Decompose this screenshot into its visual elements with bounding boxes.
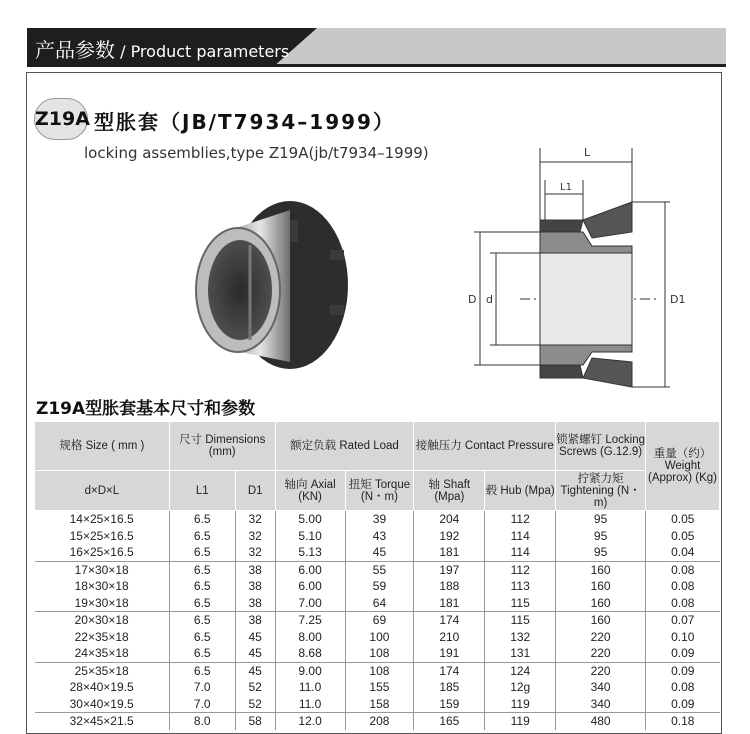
header-L1: L1 xyxy=(169,471,235,511)
header-banner xyxy=(27,28,726,64)
table-cell: 112 xyxy=(485,561,556,578)
table-cell: 6.5 xyxy=(169,511,235,528)
table-cell: 11.0 xyxy=(275,696,345,713)
table-cell: 38 xyxy=(235,578,275,595)
table-cell: 22×35×18 xyxy=(74,629,129,644)
header-D1: D1 xyxy=(235,471,275,511)
table-cell: 9.00 xyxy=(275,662,345,679)
table-row xyxy=(35,528,720,545)
table-cell: 220 xyxy=(556,629,646,646)
table-cell: 12.0 xyxy=(275,713,345,730)
table-cell: 95 xyxy=(556,511,646,528)
table-cell: 0.07 xyxy=(646,612,720,629)
table-cell: 25×35×18 xyxy=(35,662,170,679)
table-cell: 100 xyxy=(345,629,414,646)
table-cell: 69 xyxy=(345,612,414,629)
collar-slot xyxy=(330,250,344,260)
header-shaft: 轴 Shaft (Mpa) xyxy=(414,471,485,511)
header-contact-pressure: 接触压力 Contact Pressure xyxy=(414,422,556,471)
table-cell: 30×40×19.5 xyxy=(69,696,134,711)
table-row xyxy=(35,612,720,629)
table-cell: 113 xyxy=(485,578,556,595)
header-locking-screws: 锁紧螺钉 Locking Screws (G.12.9) xyxy=(556,422,646,471)
table-cell: 131 xyxy=(485,645,556,662)
model-badge: Z19A xyxy=(34,98,88,140)
table-cell: 52 xyxy=(235,696,275,713)
table-cell: 119 xyxy=(485,696,556,713)
table-cell: 6.5 xyxy=(169,528,235,545)
table-cell: 18×30×18 xyxy=(74,579,129,594)
table-row xyxy=(35,696,720,713)
table-cell: 6.5 xyxy=(169,629,235,646)
table-cell: 32 xyxy=(235,511,275,528)
table-cell: 95 xyxy=(556,544,646,561)
banner-title xyxy=(35,34,289,63)
table-row xyxy=(35,578,720,595)
label-L: L xyxy=(584,146,591,159)
table-cell: 191 xyxy=(414,645,485,662)
table-cell: 0.05 xyxy=(646,511,720,528)
header-hub: 毂 Hub (Mpa) xyxy=(485,471,556,511)
table-cell: 0.09 xyxy=(646,662,720,679)
table-cell: 15×25×16.5 xyxy=(69,528,134,543)
table-cell: 160 xyxy=(556,612,646,629)
table-cell: 16×25×16.5 xyxy=(69,545,134,560)
table-cell: 165 xyxy=(414,713,485,730)
table-cell: 0.04 xyxy=(646,544,720,561)
table-cell: 181 xyxy=(414,544,485,561)
table-cell: 32 xyxy=(235,544,275,561)
table-cell: 58 xyxy=(235,713,275,730)
table-cell: 7.00 xyxy=(275,595,345,612)
table-cell: 11.0 xyxy=(275,679,345,696)
table-cell: 64 xyxy=(345,595,414,612)
table-cell: 8.68 xyxy=(275,645,345,662)
table-cell: 174 xyxy=(414,612,485,629)
table-cell: 192 xyxy=(414,528,485,545)
table-cell: 32 xyxy=(235,528,275,545)
table-cell: 38 xyxy=(235,612,275,629)
header-dxDxL: d×D×L xyxy=(35,471,170,511)
label-L1: L1 xyxy=(560,182,572,193)
table-cell: 108 xyxy=(345,662,414,679)
table-cell: 159 xyxy=(414,696,485,713)
table-cell: 204 xyxy=(414,511,485,528)
table-cell: 8.0 xyxy=(169,713,235,730)
table-title: Z19A型胀套基本尺寸和参数 xyxy=(36,399,256,419)
table-cell: 8.00 xyxy=(275,629,345,646)
product-photo xyxy=(190,190,360,385)
table-cell: 210 xyxy=(414,629,485,646)
header-dimensions: 尺寸 Dimensions (mm) xyxy=(169,422,275,471)
table-cell: 115 xyxy=(485,612,556,629)
table-cell: 0.05 xyxy=(646,528,720,545)
table-cell: 0.09 xyxy=(646,696,720,713)
table-cell: 55 xyxy=(345,561,414,578)
table-row xyxy=(35,645,720,662)
table-cell: 115 xyxy=(485,595,556,612)
table-cell: 158 xyxy=(345,696,414,713)
label-D: D xyxy=(468,293,477,306)
table-cell: 6.5 xyxy=(169,595,235,612)
table-cell: 132 xyxy=(485,629,556,646)
banner-underline xyxy=(27,64,726,67)
table-cell: 52 xyxy=(235,679,275,696)
table-cell: 0.09 xyxy=(646,645,720,662)
table-cell: 14×25×16.5 xyxy=(35,511,170,528)
table-cell: 197 xyxy=(414,561,485,578)
table-cell: 0.08 xyxy=(646,578,720,595)
product-subtitle: locking assemblies,type Z19A(jb/t7934–1999) xyxy=(84,144,429,162)
table-cell: 28×40×19.5 xyxy=(69,680,134,695)
table-cell: 480 xyxy=(556,713,646,730)
table-cell: 45 xyxy=(235,662,275,679)
table-cell: 12g xyxy=(485,679,556,696)
table-cell: 108 xyxy=(345,645,414,662)
table-cell: 6.5 xyxy=(169,662,235,679)
table-cell: 45 xyxy=(235,645,275,662)
table-cell: 5.10 xyxy=(275,528,345,545)
technical-drawing xyxy=(460,140,720,395)
product-title: 型胀套（JB/T7934–1999） xyxy=(94,110,395,134)
table-row xyxy=(35,662,720,679)
collar-slot xyxy=(330,305,344,315)
table-cell: 340 xyxy=(556,679,646,696)
table-cell: 95 xyxy=(556,528,646,545)
table-cell: 6.5 xyxy=(169,612,235,629)
table-cell: 0.08 xyxy=(646,561,720,578)
table-cell: 45 xyxy=(235,629,275,646)
header-rated-load: 额定负载 Rated Load xyxy=(275,422,414,471)
table-cell: 5.13 xyxy=(275,544,345,561)
table-cell: 38 xyxy=(235,561,275,578)
table-row xyxy=(35,544,720,561)
table-cell: 185 xyxy=(414,679,485,696)
bore xyxy=(208,240,272,340)
table-cell: 112 xyxy=(485,511,556,528)
table-cell: 6.00 xyxy=(275,561,345,578)
banner-title-zh: 产品参数 xyxy=(35,38,115,62)
table-cell: 208 xyxy=(345,713,414,730)
table-cell: 0.08 xyxy=(646,595,720,612)
table-cell: 155 xyxy=(345,679,414,696)
table-cell: 119 xyxy=(485,713,556,730)
table-cell: 6.00 xyxy=(275,578,345,595)
table-cell: 19×30×18 xyxy=(74,595,129,610)
table-cell: 6.5 xyxy=(169,578,235,595)
table-cell: 181 xyxy=(414,595,485,612)
table-cell: 7.0 xyxy=(169,696,235,713)
header-size: 规格 Size ( mm ) xyxy=(35,422,170,471)
table-cell: 39 xyxy=(345,511,414,528)
table-row xyxy=(35,511,720,528)
table-cell: 7.0 xyxy=(169,679,235,696)
table-cell: 0.10 xyxy=(646,629,720,646)
table-row xyxy=(35,629,720,646)
table-cell: 114 xyxy=(485,528,556,545)
table-row xyxy=(35,713,720,730)
table-row xyxy=(35,595,720,612)
table-cell: 24×35×18 xyxy=(74,646,129,661)
header-weight: 重量（约） Weight (Approx) (Kg) xyxy=(646,422,720,511)
label-d: d xyxy=(486,293,493,306)
table-cell: 17×30×18 xyxy=(35,561,170,578)
table-cell: 0.18 xyxy=(646,713,720,730)
table-cell: 59 xyxy=(345,578,414,595)
table-cell: 43 xyxy=(345,528,414,545)
table-cell: 340 xyxy=(556,696,646,713)
table-row xyxy=(35,561,720,578)
table-cell: 20×30×18 xyxy=(35,612,170,629)
table-cell: 0.08 xyxy=(646,679,720,696)
table-cell: 160 xyxy=(556,561,646,578)
table-cell: 160 xyxy=(556,595,646,612)
table-cell: 6.5 xyxy=(169,645,235,662)
table-cell: 114 xyxy=(485,544,556,561)
table-cell: 38 xyxy=(235,595,275,612)
table-body xyxy=(35,511,720,730)
table-cell: 7.25 xyxy=(275,612,345,629)
table-cell: 160 xyxy=(556,578,646,595)
header-axial: 轴向 Axial (KN) xyxy=(275,471,345,511)
table-cell: 6.5 xyxy=(169,544,235,561)
table-cell: 220 xyxy=(556,645,646,662)
table-cell: 45 xyxy=(345,544,414,561)
table-cell: 220 xyxy=(556,662,646,679)
banner-separator: / xyxy=(115,42,131,61)
banner-title-en: Product parameters xyxy=(130,42,290,61)
table-cell: 32×45×21.5 xyxy=(35,713,170,730)
table-cell: 124 xyxy=(485,662,556,679)
parameters-table xyxy=(34,421,720,730)
table-cell: 6.5 xyxy=(169,561,235,578)
header-torque: 扭矩 Torque (N・m) xyxy=(345,471,414,511)
table-cell: 5.00 xyxy=(275,511,345,528)
table-row xyxy=(35,679,720,696)
table-cell: 174 xyxy=(414,662,485,679)
header-tightening: 拧紧力矩 Tightening (N・m) xyxy=(556,471,646,511)
label-D1: D1 xyxy=(670,293,686,306)
table-cell: 188 xyxy=(414,578,485,595)
